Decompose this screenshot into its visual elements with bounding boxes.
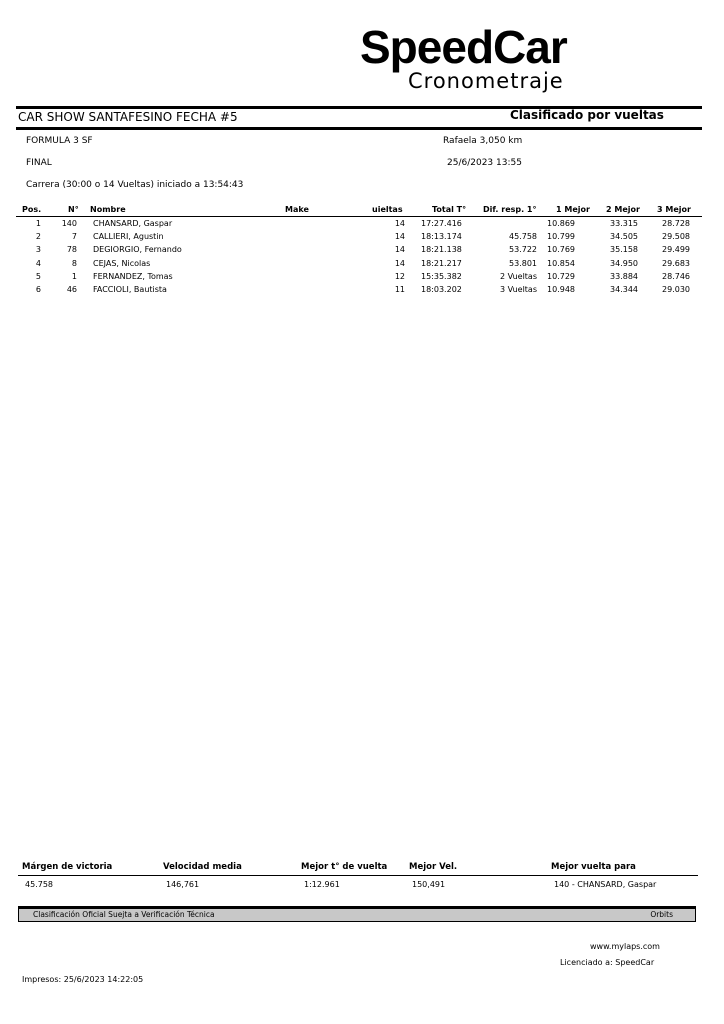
col-best3: 3 Mejor (657, 205, 691, 214)
event-title: CAR SHOW SANTAFESINO FECHA #5 (18, 110, 238, 124)
cell-no: 7 (71, 232, 77, 242)
cell-best1: 10.799 (547, 232, 575, 242)
cell-pos: 3 (35, 245, 41, 255)
race-info: Carrera (30:00 o 14 Vueltas) iniciado a 13:54:43 (26, 180, 244, 190)
cell-laps: 14 (394, 245, 405, 255)
margin-value: 45.758 (25, 880, 53, 889)
col-laps: uieltas (372, 205, 403, 214)
col-no: N° (68, 205, 79, 214)
cell-total: 18:03.202 (421, 285, 462, 294)
printed-timestamp: Impresos: 25/6/2023 14:22:05 (22, 975, 144, 984)
cell-no: 46 (66, 285, 77, 294)
official-notice (18, 906, 696, 922)
cell-name: DEGIORGIO, Fernando (93, 245, 182, 255)
cell-laps: 14 (394, 219, 405, 228)
cell-name: CHANSARD, Gaspar (93, 219, 173, 228)
speedcar-logo: SpeedCar (360, 21, 567, 73)
notice-text: Clasificación Oficial Suejta a Verificación Técnica (33, 910, 215, 919)
cell-name: CALLIERI, Agustin (93, 232, 164, 242)
margin-label: Márgen de victoria (22, 862, 113, 872)
datetime: 25/6/2023 13:55 (447, 158, 522, 168)
cell-best2: 33.884 (610, 271, 638, 281)
cell-best2: 34.344 (610, 285, 638, 294)
cell-best1: 10.869 (547, 219, 575, 228)
cell-pos: 5 (35, 271, 41, 281)
cell-total: 15:35.382 (421, 271, 462, 281)
cell-best2: 33.315 (610, 219, 638, 228)
cell-laps: 14 (394, 232, 405, 242)
cell-best1: 10.854 (547, 258, 575, 268)
cell-name: FACCIOLI, Bautista (93, 285, 167, 294)
report-title: Clasificado por vueltas (510, 108, 664, 122)
cell-name: CEJAS, Nicolas (93, 258, 151, 268)
cell-laps: 14 (394, 258, 405, 268)
category: FORMULA 3 SF (26, 136, 93, 146)
track: Rafaela 3,050 km (443, 136, 523, 146)
table-header-rule (16, 216, 702, 217)
cell-laps: 11 (394, 285, 405, 294)
cell-best3: 29.030 (662, 285, 690, 294)
cell-best1: 10.729 (547, 271, 575, 281)
notice-brand: Orbits (650, 910, 673, 919)
cell-name: FERNANDEZ, Tomas (93, 271, 173, 281)
best-speed-label: Mejor Vel. (409, 862, 458, 872)
best-lap-for-value: 140 - CHANSARD, Gaspar (554, 880, 657, 889)
cell-pos: 2 (35, 232, 41, 242)
cell-no: 140 (61, 219, 77, 228)
cell-best3: 29.499 (662, 245, 690, 255)
stats-rule (18, 875, 698, 876)
cell-best2: 35.158 (610, 245, 638, 255)
col-pos: Pos. (22, 205, 42, 214)
best-lap-label: Mejor t° de vuelta (301, 862, 388, 872)
best-speed-value: 150,491 (412, 880, 446, 889)
cell-best1: 10.948 (547, 285, 575, 294)
col-total: Total T° (432, 205, 467, 214)
title-bottom-rule (16, 127, 702, 130)
logo-subtitle: Cronometraje (408, 69, 564, 93)
col-make: Make (285, 205, 309, 214)
cell-best3: 28.746 (662, 271, 690, 281)
cell-best3: 29.683 (662, 258, 690, 268)
cell-diff: 2 Vueltas (500, 271, 537, 281)
cell-diff: 3 Vueltas (500, 285, 537, 294)
col-diff: Dif. resp. 1° (483, 205, 537, 214)
cell-no: 8 (71, 258, 77, 268)
license-text: Licenciado a: SpeedCar (560, 958, 655, 967)
speed-label: Velocidad media (163, 862, 242, 872)
cell-total: 18:21.138 (421, 245, 462, 255)
cell-best2: 34.505 (610, 232, 638, 242)
cell-no: 78 (66, 245, 77, 255)
best-lap-for-label: Mejor vuelta para (551, 862, 636, 872)
website-link[interactable]: www.mylaps.com (590, 942, 660, 951)
cell-laps: 12 (394, 271, 405, 281)
cell-pos: 6 (35, 285, 41, 294)
cell-diff: 45.758 (509, 232, 537, 242)
cell-no: 1 (71, 271, 77, 281)
col-name: Nombre (90, 205, 126, 214)
cell-total: 17:27.416 (421, 219, 462, 228)
cell-total: 18:21.217 (421, 258, 462, 268)
cell-best3: 28.728 (662, 219, 690, 228)
cell-best1: 10.769 (547, 245, 575, 255)
col-best2: 2 Mejor (606, 205, 640, 214)
speed-value: 146,761 (166, 880, 200, 889)
cell-diff: 53.722 (509, 245, 537, 255)
cell-diff: 53.801 (509, 258, 537, 268)
cell-best2: 34.950 (610, 258, 638, 268)
cell-pos: 1 (35, 219, 41, 228)
col-best1: 1 Mejor (556, 205, 590, 214)
cell-total: 18:13.174 (421, 232, 462, 242)
best-lap-value: 1:12.961 (304, 880, 340, 889)
cell-pos: 4 (35, 258, 41, 268)
cell-best3: 29.508 (662, 232, 690, 242)
session: FINAL (26, 158, 52, 168)
